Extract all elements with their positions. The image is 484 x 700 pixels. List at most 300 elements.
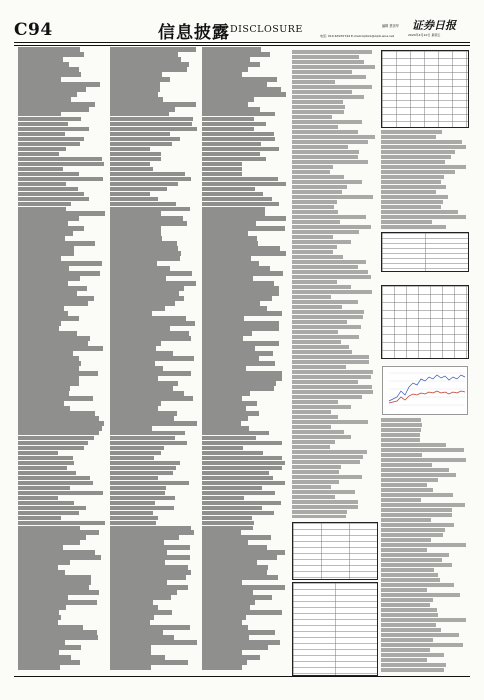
text-line bbox=[110, 496, 175, 501]
text-line bbox=[292, 415, 338, 419]
text-line bbox=[110, 291, 179, 296]
text-line bbox=[292, 85, 372, 89]
text-line bbox=[202, 406, 246, 411]
text-line bbox=[110, 152, 161, 157]
text-line bbox=[292, 205, 334, 209]
text-line bbox=[292, 365, 346, 369]
text-line bbox=[110, 511, 153, 516]
text-line bbox=[202, 535, 271, 540]
text-line bbox=[202, 251, 286, 256]
text-line bbox=[381, 648, 430, 652]
text-line bbox=[292, 280, 337, 284]
text-line bbox=[18, 286, 87, 291]
text-line bbox=[18, 77, 61, 82]
text-line bbox=[18, 426, 102, 431]
text-line bbox=[18, 356, 79, 361]
text-line bbox=[292, 335, 359, 339]
text-line bbox=[18, 570, 65, 575]
text-line bbox=[110, 246, 178, 251]
text-line bbox=[202, 436, 256, 441]
text-line bbox=[381, 438, 420, 442]
text-line bbox=[110, 197, 158, 202]
text-line bbox=[18, 406, 70, 411]
text-line bbox=[18, 142, 80, 147]
text-line bbox=[18, 550, 95, 555]
text-line bbox=[18, 401, 64, 406]
text-line bbox=[110, 77, 170, 82]
text-line bbox=[381, 473, 456, 477]
text-line bbox=[292, 195, 373, 199]
text-line bbox=[292, 320, 347, 324]
text-line bbox=[110, 157, 161, 162]
text-line bbox=[18, 87, 86, 92]
text-line bbox=[18, 486, 70, 491]
text-line bbox=[110, 132, 170, 137]
text-line bbox=[202, 590, 253, 595]
text-line bbox=[292, 110, 344, 114]
text-line bbox=[18, 540, 80, 545]
text-line bbox=[110, 570, 191, 575]
text-line bbox=[18, 381, 79, 386]
text-line bbox=[292, 65, 375, 69]
text-line bbox=[202, 137, 275, 142]
text-line bbox=[110, 411, 177, 416]
text-line bbox=[202, 82, 267, 87]
text-line bbox=[202, 132, 274, 137]
text-line bbox=[202, 585, 285, 590]
text-line bbox=[202, 211, 265, 216]
text-line bbox=[381, 538, 431, 542]
text-line bbox=[18, 585, 89, 590]
text-line bbox=[202, 67, 248, 72]
text-line bbox=[110, 491, 165, 496]
text-line bbox=[110, 640, 197, 645]
text-line bbox=[202, 62, 260, 67]
text-line bbox=[381, 658, 427, 662]
text-line bbox=[110, 167, 153, 172]
text-line bbox=[202, 411, 259, 416]
text-line bbox=[110, 256, 180, 261]
text-line bbox=[110, 281, 196, 286]
text-line bbox=[292, 175, 344, 179]
text-line bbox=[18, 157, 102, 162]
text-line bbox=[292, 510, 347, 514]
text-line bbox=[381, 175, 444, 179]
text-line bbox=[110, 560, 165, 565]
text-line bbox=[18, 311, 68, 316]
text-line bbox=[202, 461, 285, 466]
text-line bbox=[202, 555, 277, 560]
text-line bbox=[202, 660, 247, 665]
text-line bbox=[110, 620, 150, 625]
text-line bbox=[202, 421, 241, 426]
text-line bbox=[292, 490, 355, 494]
text-line bbox=[110, 506, 174, 511]
table-grid bbox=[382, 233, 468, 271]
text-line bbox=[292, 120, 362, 124]
text-line bbox=[110, 456, 154, 461]
text-line bbox=[18, 436, 94, 441]
text-line bbox=[110, 615, 154, 620]
text-line bbox=[110, 446, 164, 451]
text-line bbox=[202, 261, 259, 266]
text-line bbox=[18, 366, 79, 371]
text-line bbox=[202, 162, 242, 167]
text-line bbox=[381, 593, 460, 597]
text-line bbox=[110, 635, 174, 640]
text-line bbox=[381, 513, 452, 517]
text-line bbox=[381, 653, 444, 657]
text-line bbox=[18, 296, 94, 301]
text-line bbox=[18, 112, 61, 117]
text-line bbox=[292, 440, 335, 444]
text-line bbox=[292, 220, 340, 224]
text-line bbox=[202, 371, 282, 376]
text-line bbox=[18, 665, 60, 670]
text-line bbox=[110, 107, 175, 112]
text-line bbox=[110, 585, 188, 590]
text-line bbox=[381, 195, 448, 199]
text-line bbox=[18, 271, 100, 276]
text-line bbox=[18, 471, 76, 476]
text-line bbox=[18, 396, 93, 401]
text-line bbox=[202, 391, 250, 396]
text-line bbox=[18, 256, 61, 261]
text-line bbox=[110, 62, 189, 67]
table-grid bbox=[293, 523, 377, 579]
text-line bbox=[18, 630, 97, 635]
text-line bbox=[110, 660, 188, 665]
text-line bbox=[292, 390, 373, 394]
text-line bbox=[18, 276, 80, 281]
text-line bbox=[18, 72, 81, 77]
text-line bbox=[18, 421, 104, 426]
text-line bbox=[202, 366, 246, 371]
text-line bbox=[292, 130, 358, 134]
text-line bbox=[202, 326, 279, 331]
text-line bbox=[110, 306, 165, 311]
text-line bbox=[110, 590, 177, 595]
text-line bbox=[292, 310, 364, 314]
text-line bbox=[18, 326, 59, 331]
text-line bbox=[292, 190, 342, 194]
text-line bbox=[292, 450, 367, 454]
text-line bbox=[292, 115, 332, 119]
text-line bbox=[110, 540, 164, 545]
text-line bbox=[202, 396, 242, 401]
text-line bbox=[202, 506, 262, 511]
footer-rule bbox=[14, 676, 470, 677]
text-line bbox=[18, 321, 61, 326]
text-line bbox=[292, 380, 358, 384]
text-line bbox=[292, 75, 366, 79]
text-line bbox=[381, 145, 466, 149]
text-line bbox=[381, 468, 449, 472]
text-line bbox=[381, 463, 432, 467]
text-line bbox=[292, 135, 375, 139]
text-line bbox=[292, 260, 366, 264]
text-line bbox=[292, 300, 358, 304]
text-line bbox=[381, 643, 463, 647]
text-line bbox=[292, 405, 351, 409]
text-line bbox=[18, 451, 58, 456]
text-line bbox=[202, 346, 255, 351]
text-line bbox=[18, 182, 66, 187]
text-line bbox=[110, 286, 184, 291]
text-line bbox=[202, 431, 269, 436]
text-line bbox=[18, 530, 99, 535]
text-line bbox=[110, 471, 173, 476]
text-line bbox=[110, 331, 189, 336]
text-line bbox=[292, 210, 338, 214]
text-line bbox=[18, 595, 68, 600]
text-line bbox=[202, 446, 243, 451]
text-line bbox=[110, 625, 190, 630]
text-line bbox=[18, 610, 59, 615]
text-line bbox=[18, 565, 58, 570]
text-line bbox=[110, 580, 167, 585]
text-line bbox=[110, 341, 161, 346]
listing-column-3 bbox=[202, 47, 288, 672]
right-text-block-1 bbox=[381, 130, 467, 230]
text-line bbox=[110, 605, 158, 610]
contact-line: 电话: 010-63070744 E-mail:zqrbzx@zqrb.sina.net bbox=[320, 34, 394, 38]
header-rule bbox=[14, 42, 470, 43]
text-line bbox=[381, 508, 452, 512]
header-rule-thin bbox=[14, 45, 470, 46]
text-line bbox=[202, 341, 279, 346]
text-line bbox=[110, 241, 177, 246]
table-grid bbox=[382, 51, 468, 127]
text-line bbox=[202, 207, 265, 212]
text-line bbox=[110, 336, 191, 341]
text-line bbox=[202, 167, 242, 172]
text-line bbox=[18, 236, 65, 241]
text-line bbox=[202, 122, 266, 127]
text-line bbox=[292, 435, 351, 439]
text-line bbox=[202, 575, 278, 580]
text-line bbox=[202, 281, 274, 286]
text-line bbox=[202, 645, 268, 650]
text-line bbox=[18, 241, 95, 246]
text-line bbox=[202, 426, 249, 431]
text-line bbox=[381, 155, 451, 159]
text-line bbox=[18, 251, 74, 256]
text-line bbox=[110, 202, 176, 207]
text-line bbox=[381, 608, 437, 612]
text-line bbox=[292, 160, 368, 164]
text-line bbox=[292, 355, 369, 359]
masthead-logo: 证券日报 bbox=[412, 19, 456, 32]
text-line bbox=[110, 192, 150, 197]
text-line bbox=[202, 471, 269, 476]
text-line bbox=[110, 401, 161, 406]
text-line bbox=[18, 615, 61, 620]
text-line bbox=[292, 425, 331, 429]
text-line bbox=[202, 516, 252, 521]
text-line bbox=[202, 152, 260, 157]
text-line bbox=[381, 618, 466, 622]
text-line bbox=[110, 187, 167, 192]
text-line bbox=[110, 82, 160, 87]
text-line bbox=[18, 132, 65, 137]
text-line bbox=[110, 431, 185, 436]
text-line bbox=[202, 286, 279, 291]
text-line bbox=[18, 107, 89, 112]
text-line bbox=[292, 325, 361, 329]
text-line bbox=[202, 630, 275, 635]
performance-chart bbox=[382, 366, 468, 415]
text-line bbox=[381, 563, 452, 567]
text-line bbox=[202, 486, 262, 491]
text-line bbox=[110, 356, 194, 361]
text-line bbox=[110, 441, 187, 446]
text-line bbox=[110, 501, 155, 506]
text-line bbox=[18, 605, 66, 610]
text-line bbox=[202, 117, 254, 122]
text-line bbox=[381, 160, 445, 164]
text-line bbox=[18, 491, 103, 496]
text-line bbox=[18, 226, 84, 231]
text-line bbox=[292, 410, 331, 414]
text-line bbox=[381, 418, 421, 422]
text-line bbox=[202, 560, 257, 565]
text-line bbox=[18, 246, 74, 251]
text-line bbox=[381, 458, 466, 462]
text-line bbox=[110, 521, 156, 526]
text-line bbox=[110, 216, 183, 221]
text-line bbox=[18, 82, 100, 87]
text-line bbox=[381, 150, 455, 154]
text-line bbox=[202, 526, 253, 531]
text-line bbox=[18, 301, 88, 306]
text-line bbox=[18, 261, 102, 266]
text-line bbox=[381, 215, 466, 219]
text-line bbox=[202, 296, 272, 301]
text-line bbox=[202, 665, 242, 670]
text-line bbox=[18, 172, 79, 177]
text-line bbox=[110, 386, 173, 391]
text-line bbox=[202, 187, 255, 192]
text-line bbox=[202, 271, 283, 276]
text-line bbox=[18, 67, 79, 72]
text-line bbox=[202, 635, 249, 640]
text-line bbox=[18, 555, 101, 560]
text-line bbox=[381, 498, 421, 502]
text-line bbox=[381, 135, 436, 139]
data-table-2 bbox=[381, 232, 469, 272]
text-line bbox=[110, 630, 163, 635]
text-line bbox=[381, 443, 446, 447]
text-line bbox=[381, 613, 438, 617]
text-line bbox=[381, 185, 446, 189]
section-title-english: DISCLOSURE bbox=[230, 24, 303, 35]
text-line bbox=[202, 276, 253, 281]
text-line bbox=[110, 261, 157, 266]
text-line bbox=[18, 391, 69, 396]
text-line bbox=[202, 530, 241, 535]
text-line bbox=[110, 72, 162, 77]
text-line bbox=[292, 420, 368, 424]
text-line bbox=[202, 650, 242, 655]
text-line bbox=[110, 351, 173, 356]
text-line bbox=[18, 521, 105, 526]
text-line bbox=[18, 177, 103, 182]
text-line bbox=[18, 117, 81, 122]
text-line bbox=[202, 331, 252, 336]
text-line bbox=[110, 346, 156, 351]
text-line bbox=[292, 275, 371, 279]
text-line bbox=[292, 485, 331, 489]
text-line bbox=[202, 386, 274, 391]
text-line bbox=[18, 346, 103, 351]
text-line bbox=[381, 583, 454, 587]
text-line bbox=[292, 465, 341, 469]
text-line bbox=[18, 560, 70, 565]
text-line bbox=[18, 516, 61, 521]
text-line bbox=[381, 170, 455, 174]
text-line bbox=[202, 550, 285, 555]
text-line bbox=[18, 640, 65, 645]
text-line bbox=[202, 381, 276, 386]
text-line bbox=[110, 600, 153, 605]
text-line bbox=[110, 221, 187, 226]
text-line bbox=[202, 625, 248, 630]
text-line bbox=[18, 496, 58, 501]
text-line bbox=[202, 501, 281, 506]
text-line bbox=[292, 285, 351, 289]
text-line bbox=[110, 211, 161, 216]
text-line bbox=[18, 306, 64, 311]
text-line bbox=[18, 266, 69, 271]
text-line bbox=[202, 580, 242, 585]
announcement-text-column bbox=[292, 50, 376, 518]
text-line bbox=[110, 112, 169, 117]
text-line bbox=[18, 645, 81, 650]
text-line bbox=[202, 246, 280, 251]
text-line bbox=[202, 306, 267, 311]
text-line bbox=[202, 321, 279, 326]
text-line bbox=[110, 122, 192, 127]
text-line bbox=[381, 633, 459, 637]
text-line bbox=[18, 376, 79, 381]
text-line bbox=[110, 251, 181, 256]
text-line bbox=[18, 580, 91, 585]
text-line bbox=[110, 311, 152, 316]
text-line bbox=[110, 226, 161, 231]
text-line bbox=[292, 370, 373, 374]
text-line bbox=[292, 470, 339, 474]
text-line bbox=[110, 530, 194, 535]
text-line bbox=[18, 221, 68, 226]
text-line bbox=[381, 130, 442, 134]
text-line bbox=[381, 598, 433, 602]
text-line bbox=[202, 142, 261, 147]
text-line bbox=[110, 381, 178, 386]
text-line bbox=[110, 271, 192, 276]
text-line bbox=[18, 207, 66, 212]
text-line bbox=[202, 615, 246, 620]
text-line bbox=[292, 230, 359, 234]
text-line bbox=[18, 336, 90, 341]
text-line bbox=[292, 105, 345, 109]
text-line bbox=[202, 221, 256, 226]
text-line bbox=[18, 535, 86, 540]
text-line bbox=[292, 185, 347, 189]
text-line bbox=[202, 545, 267, 550]
text-line bbox=[292, 140, 368, 144]
text-line bbox=[110, 296, 184, 301]
